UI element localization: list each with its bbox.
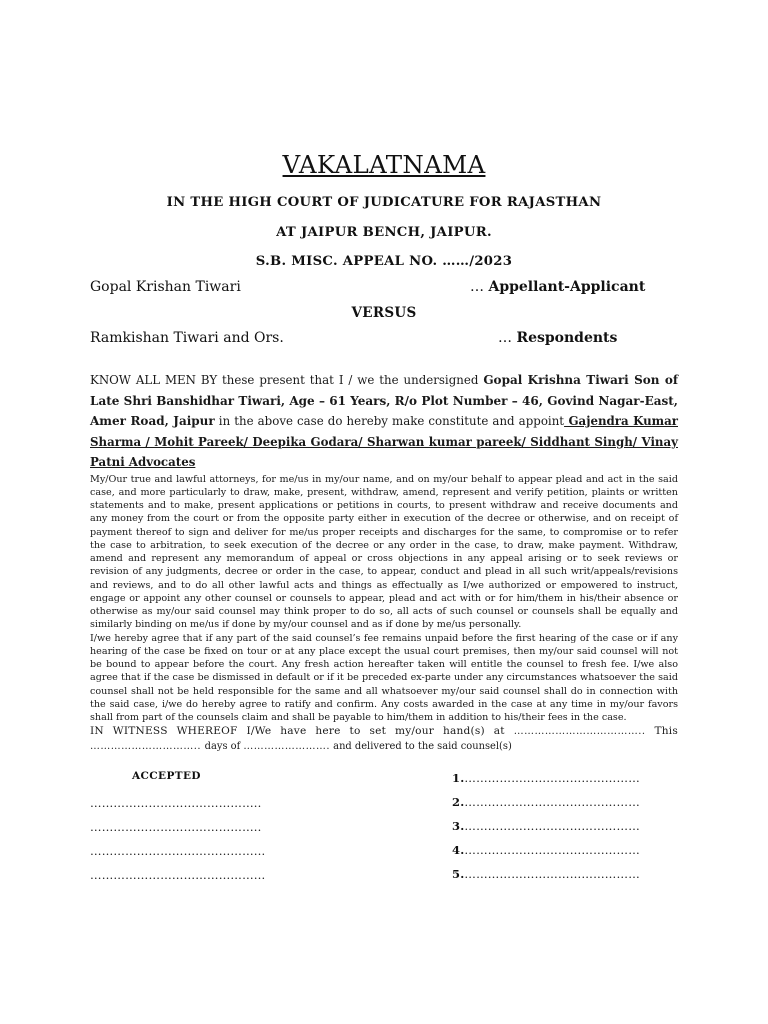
appointment-paragraph [90,370,678,473]
witness-tail: and delivered to the said counsel(s) [330,740,512,752]
case-number: S.B. MISC. APPEAL NO. ……/2023 [255,254,513,269]
respondent-role-label: Respondents [516,330,618,346]
witness-place-blank: ……………………………….. [504,726,655,738]
intro-text-2: in the above case do hereby make constitute and appoint [214,414,565,428]
respondent-role [498,330,617,346]
witness-month-blank: ……………………. [243,740,331,752]
witness-this: This [654,725,679,738]
respondent-name: Ramkishan Tiwari and Ors. [90,330,284,346]
signature-number: 1. [452,771,465,785]
signature-dots: ……………………………………… [464,795,640,809]
client-details: Gopal Krishna Tiwari Son of Late Shri Banshidhar Tiwari, Age – 61 Years, R/o Plot Number – 46, Govind Nagar-East, Amer Road, Jaipur [90,373,678,428]
signature-dots: ……………………………………… [464,843,640,857]
document-body [90,370,678,754]
signature-number: 4. [452,843,465,857]
authority-paragraph: My/Our true and lawful attorneys, for me/us in my/our name, and on my/our behalf to appear plead and act in the said case, and more particularly to draw, make, present, withdraw, amend, represent and verify petition, plaints or written statements and to make, present applications or petitions in courts, to present withdraw and receive documents and any money from the court or from the opposite party either in execution of the decree or otherwise, and on receipt of payment thereof to sign and deliver for me/us proper receipts and discharges for the same, to compromise or to refer the case to arbitration, to seek execution of the decree or any order in the case, to draw, make payment. Withdraw, amend and represent any memorandum of appeal or cross objections in any appeal arising or to seek reviews or revision of any judgments, decree or order in the case, to appear, conduct and plead in all such writ/appeals/revisions and reviews, and to do all other lawful acts and things as effectually as I/we authorized or empowered to instruct, engage or appoint any other counsel or counsels to appear, plead and act with or for him/them in his/their absence or otherwise as my/our said counsel may think proper to do so, all acts of such counsel or counsels shall be equally and similarly binding on me/us if done by my/our counsel and as if done by me/us personally. [90,473,678,631]
accepted-signature-line: …………………………………….. [90,796,262,810]
client-signature-line [452,771,640,785]
client-signature-line [452,795,640,809]
advocate-names: Gajendra Kumar Sharma / Mohit Pareek/ Deepika Godara/ Sharwan kumar pareek/ Siddhant Singh/ Vinay Patni Advocates [90,414,678,469]
appellant-name: Gopal Krishan Tiwari [90,279,241,295]
intro-text: KNOW ALL MEN BY these present that I / we the undersigned [90,373,484,387]
signature-number: 3. [452,819,465,833]
witness-lead: IN WITNESS WHEREOF I/We have here to set my/our hand(s) at [90,725,505,738]
court-bench-line: AT JAIPUR BENCH, JAIPUR. [276,225,492,240]
appellant-role [470,279,645,295]
signature-number: 2. [452,795,465,809]
court-name-line: IN THE HIGH COURT OF JUDICATURE FOR RAJASTHAN [166,195,602,210]
appellant-role-label: Appellant-Applicant [488,279,646,295]
witness-paragraph [90,724,678,754]
accepted-signature-line: …………………………………….. [90,820,262,834]
witness-day-blank: ………………………….. [90,740,205,752]
signature-dots: ……………………………………… [464,867,640,881]
signature-dots: ……………………………………… [464,819,640,833]
signature-dots: ……………………………………… [464,771,640,785]
accepted-signature-line: ……………………………………… [90,868,266,882]
versus-label: VERSUS [351,305,417,321]
fee-paragraph: I/we hereby agree that if any part of the said counsel’s fee remains unpaid before the first hearing of the case or if any hearing of the case be fixed on tour or at any place except the usual court premises, then my/our said counsel will not be bound to appear before the court. Any fresh action hereafter taken will entitle the counsel to fresh fee. I/we also agree that if the case be dismissed in default or if it be preceded ex-parte under any circumstances whatsoever the said counsel shall not be held responsible for the same and all whatsoever my/our said counsel shall do in connection with the said case, i/we do hereby agree to ratify and confirm. Any costs awarded in the case at any time in my/our favors shall from part of the counsels claim and shall be payable to him/them in addition to his/their fees in the case. [90,632,678,723]
client-signature-line [452,867,640,881]
accepted-label: ACCEPTED [132,770,201,782]
client-signature-line [452,819,640,833]
respondent-role-prefix: … [498,330,517,346]
document-title: VAKALATNAMA [282,150,486,179]
witness-days-of: days of [204,740,244,752]
appellant-role-prefix: … [470,279,489,295]
client-signature-line [452,843,640,857]
signature-number: 5. [452,867,465,881]
accepted-signature-line: ……………………………………… [90,844,266,858]
